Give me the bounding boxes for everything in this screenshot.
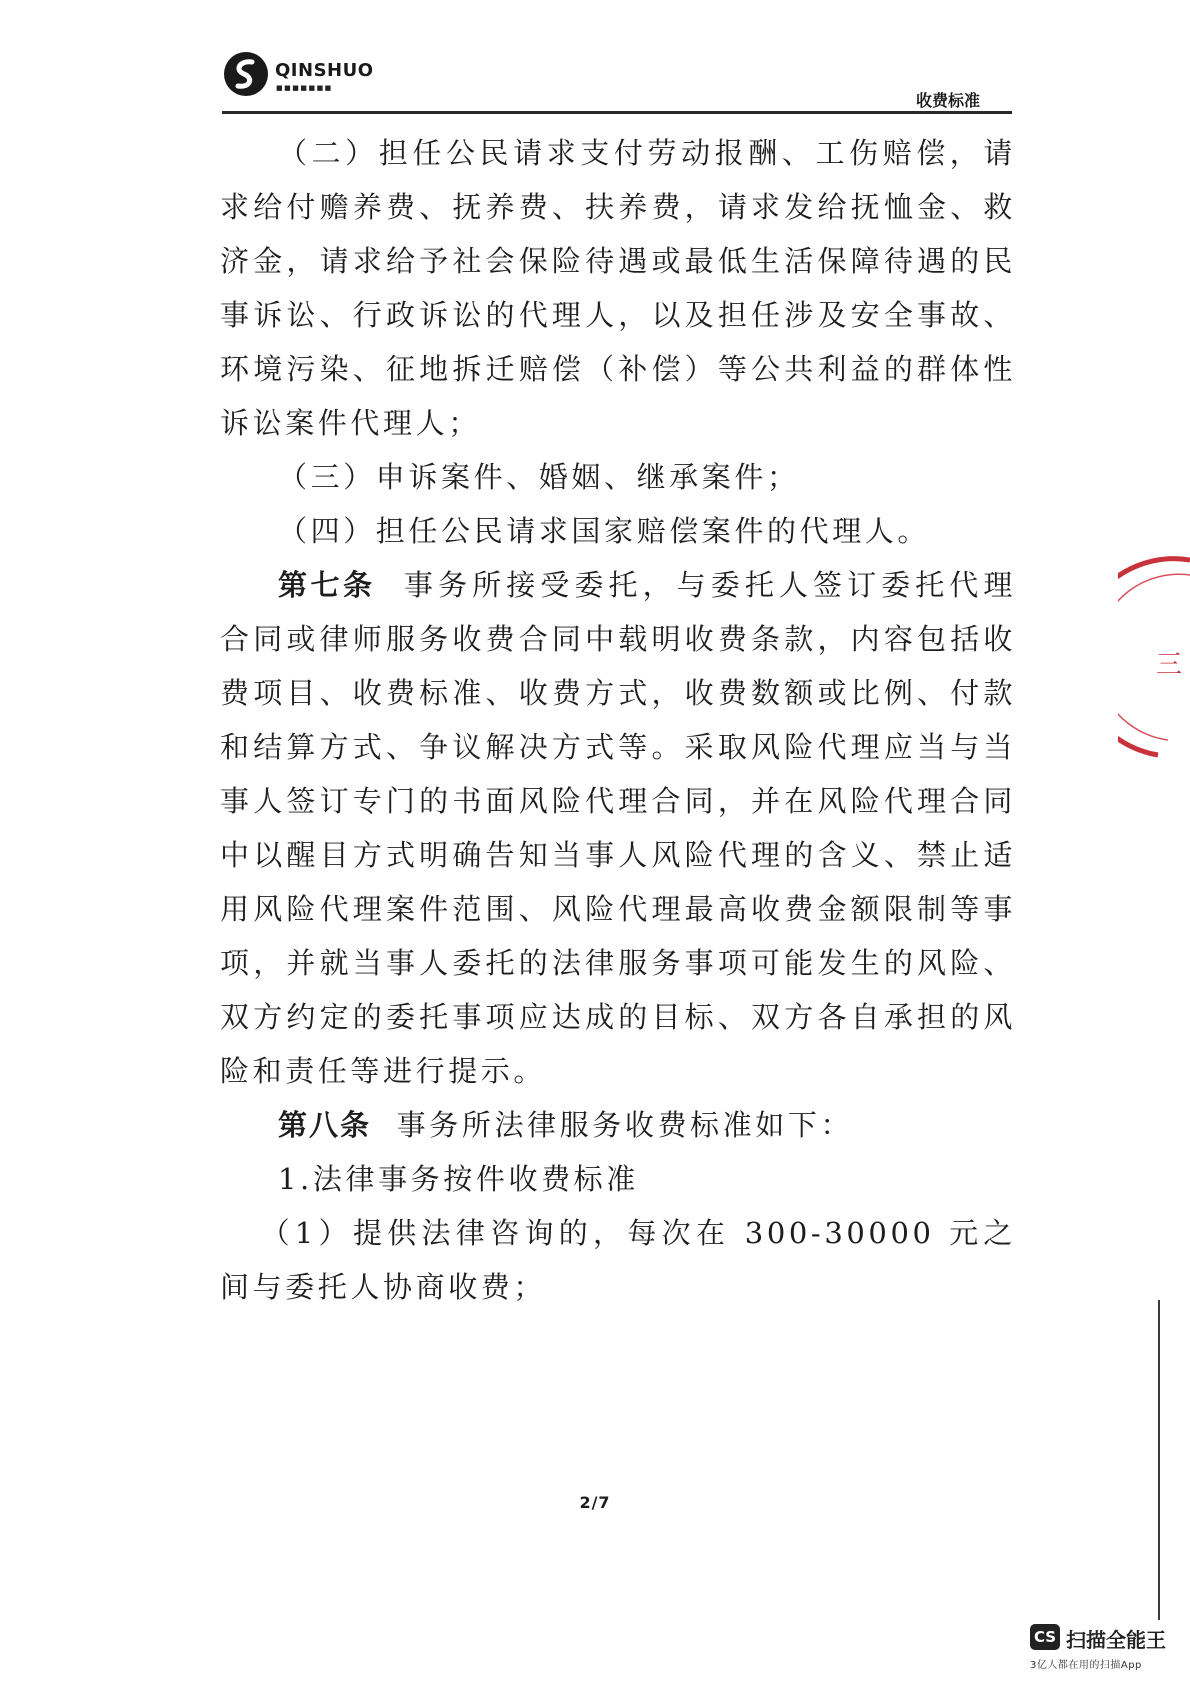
logo-text: QINSHUO — [275, 60, 374, 81]
section-1-title: 1.法律事务按件收费标准 — [278, 1162, 639, 1196]
page-number: 2/7 — [579, 1493, 611, 1512]
paragraph-item-4: （四）担任公民请求国家赔偿案件的代理人。 — [278, 514, 931, 548]
scan-edge-line — [1158, 1300, 1160, 1620]
paragraph-item-2: （二）担任公民请求支付劳动报酬、工伤赔偿，请求给付赡养费、抚养费、扶养费，请求发给抚恤金、救济金，请求给予社会保险待遇或最低生活保障待遇的民事诉讼、行政诉讼的代理人，以及担任涉及安全事故、环境污染、征地拆迁赔偿（补偿）等公共利益的群体性诉讼案件代理人； — [220, 136, 1016, 440]
scanner-app-name: 扫描全能王 — [1066, 1628, 1166, 1652]
red-seal-stamp — [1118, 555, 1190, 775]
company-logo — [222, 50, 374, 100]
logo-subtext: ■■■■■■■ — [276, 84, 333, 92]
seal-fragment-text: 三 — [1156, 650, 1183, 680]
document-body — [220, 126, 1016, 1314]
header-divider — [222, 111, 1012, 114]
scanner-watermark — [1030, 1620, 1190, 1680]
scanner-app-tagline: 3亿人都在用的扫描App — [1030, 1660, 1142, 1671]
article-8-label: 第八条 — [278, 1108, 372, 1142]
article-8 — [220, 1098, 1016, 1152]
scanner-app-icon: CS — [1030, 1624, 1060, 1650]
header-title: 收费标准 — [915, 91, 980, 110]
article-7-text: 事务所接受委托，与委托人签订委托代理合同或律师服务收费合同中载明收费条款，内容包括收费项目、收费标准、收费方式，收费数额或比例、付款和结算方式、争议解决方式等。采取风险代理应当与当事人签订专门的书面风险代理合同，并在风险代理合同中以醒目方式明确告知当事人风险代理的含义、禁止适用风险代理案件范围、风险代理最高收费金额限制等事项，并就当事人委托的法律服务事项可能发生的风险、双方约定的委托事项应达成的目标、双方各自承担的风险和责任等进行提示。 — [220, 568, 1016, 1088]
article-7 — [220, 558, 1016, 1098]
article-7-label: 第七条 — [278, 568, 376, 602]
section-1-item-1: （1）提供法律咨询的，每次在 300-30000 元之间与委托人协商收费； — [220, 1216, 1016, 1304]
paragraph-item-3: （三）申诉案件、婚姻、继承案件； — [278, 460, 800, 494]
qinshuo-logo-icon — [222, 50, 270, 98]
article-8-text: 事务所法律服务收费标准如下： — [396, 1108, 854, 1142]
